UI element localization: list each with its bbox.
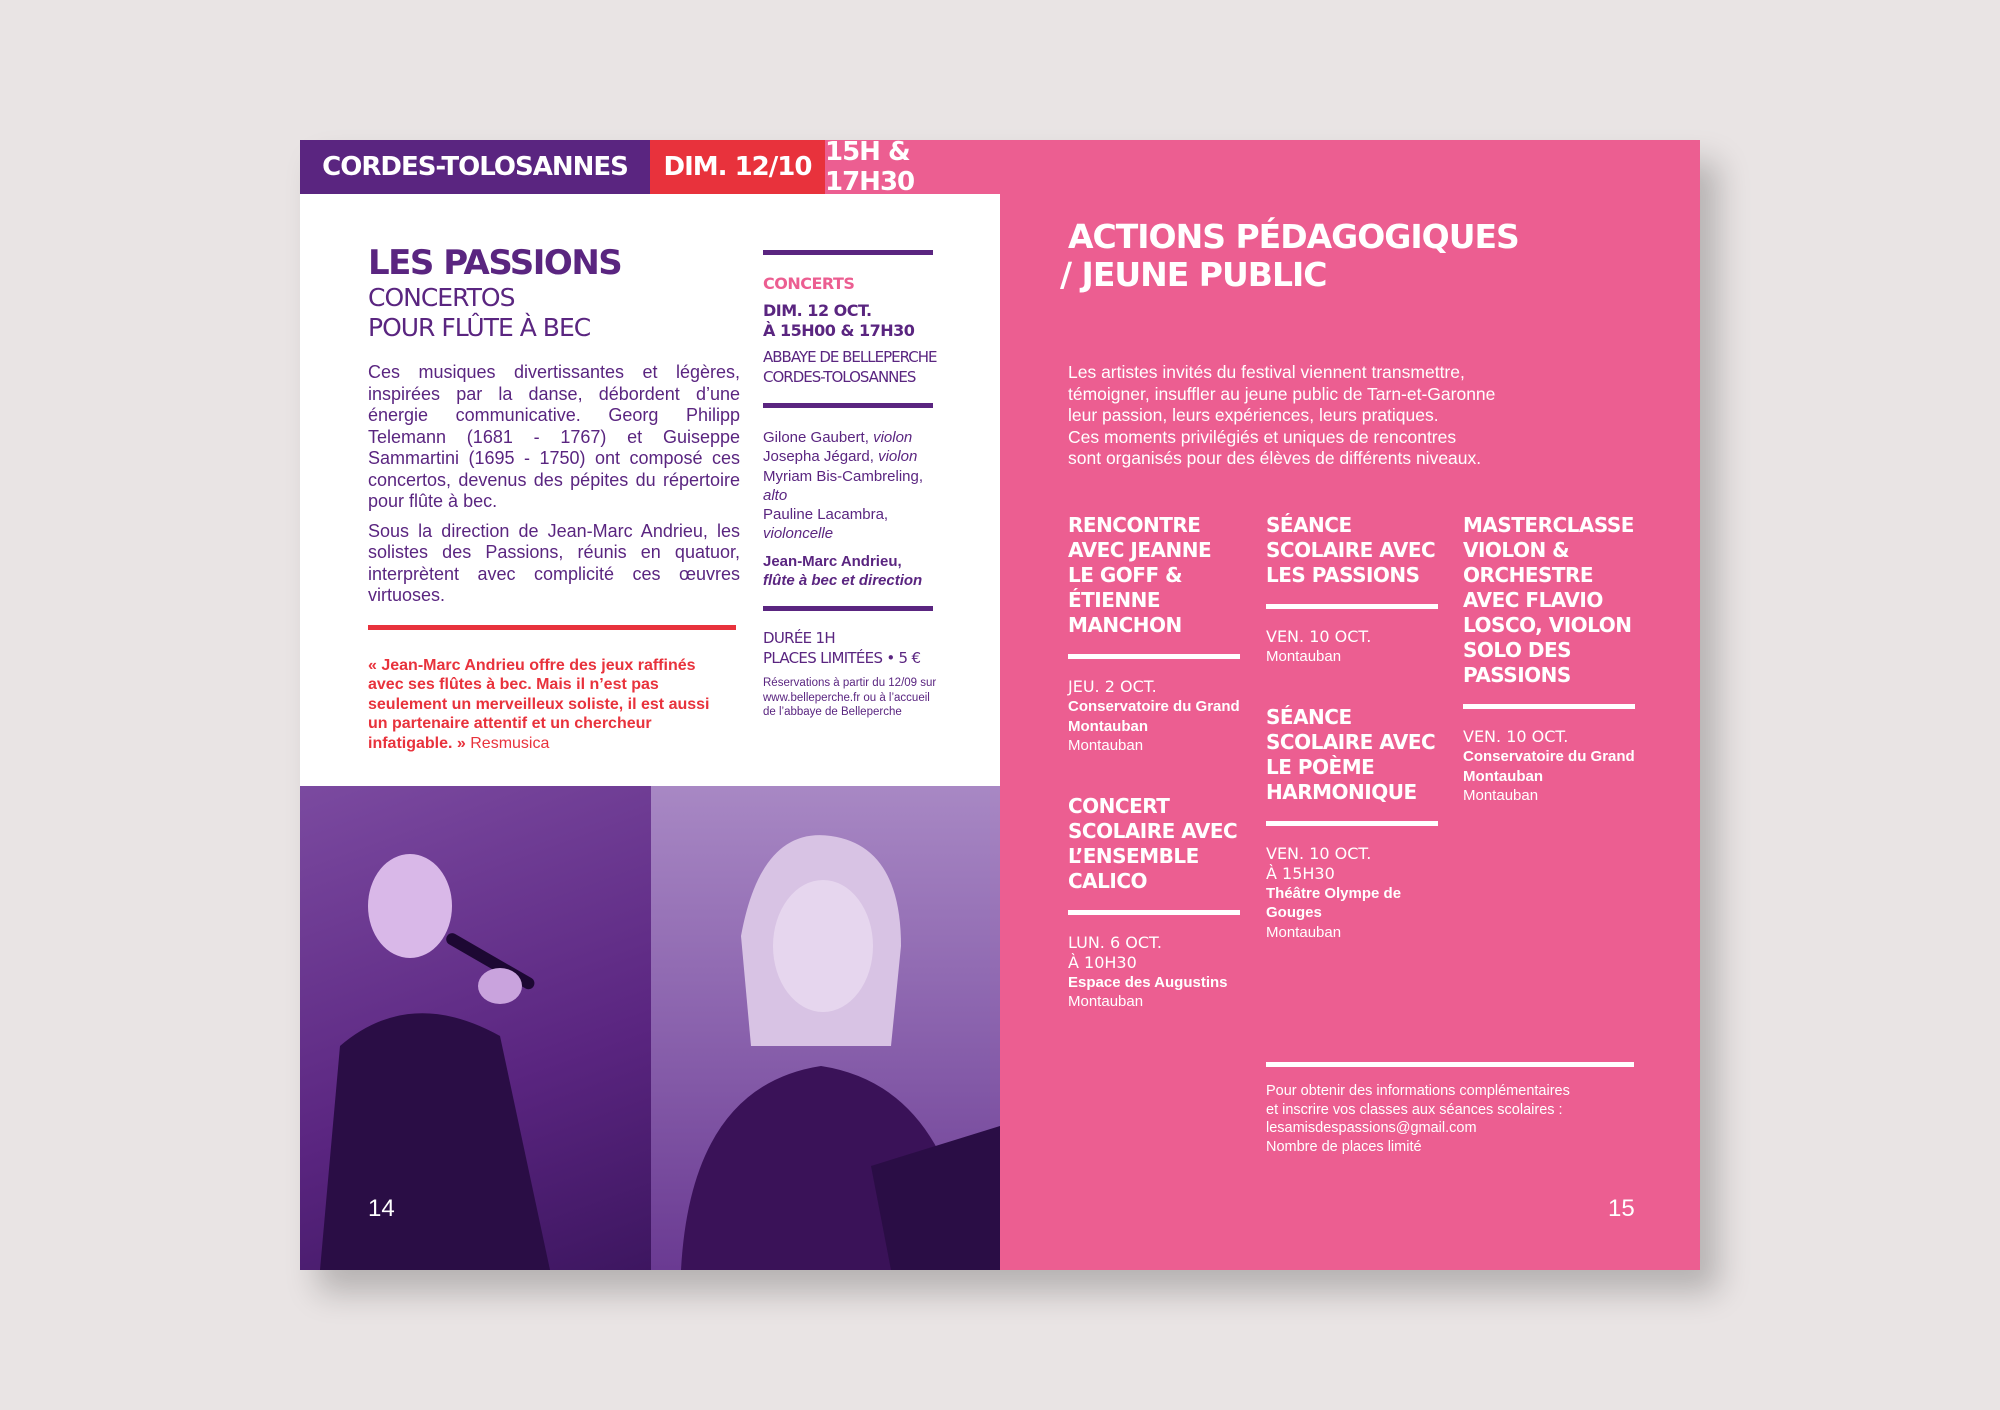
divider (1068, 910, 1240, 915)
event-card (1068, 513, 1240, 756)
quote-source: Resmusica (470, 734, 550, 752)
intro-text: Les artistes invités du festival viennent transmettre, témoigner, insuffler au jeune public de Tarn-et-Garonne leur passion, leurs expériences, leurs pratiques. Ces moments privilégiés et uniques de rencontres sont organisés pour des élèves de différents niveaux. (1068, 362, 1496, 468)
info-column (763, 250, 938, 720)
reservation-info: Réservations à partir du 12/09 sur www.belleperche.fr ou à l’accueil de l’abbaye de Belleperche (763, 677, 937, 719)
event-card-venue: Conservatoire du Grand Montauban (1068, 698, 1240, 735)
photo-violinist (651, 786, 1000, 1270)
event-card-date: JEU. 2 OCT. (1068, 677, 1157, 696)
event-card-venue: Espace des Augustins (1068, 973, 1228, 991)
event-card-city: Montauban (1266, 923, 1342, 941)
musician: Myriam Bis-Cambreling, alto (763, 467, 924, 504)
header-date: DIM. 12/10 (650, 140, 825, 194)
divider (368, 625, 736, 630)
events-column-3 (1463, 513, 1635, 844)
divider (763, 606, 933, 611)
contact-info: Pour obtenir des informations complémentaires et inscrire vos classes aux séances scolaires : lesamisdespassions@gmail.com Nombre de places limité (1266, 1083, 1570, 1155)
practical-info (763, 628, 938, 668)
duration: DURÉE 1H (763, 629, 835, 648)
event-card-date: VEN. 10 OCT. (1266, 843, 1372, 863)
event-subtitle (368, 283, 590, 343)
divider (1266, 604, 1438, 609)
event-card-title: RENCONTRE AVEC JEANNE LE GOFF & ÉTIENNE MANCHON (1068, 513, 1212, 637)
event-card-venue: Conservatoire du Grand Montauban (1463, 748, 1635, 785)
event-card-time: À 10H30 (1068, 952, 1137, 972)
event-card-title: CONCERT SCOLAIRE AVEC L’ENSEMBLE CALICO (1068, 793, 1238, 893)
press-quote (368, 656, 718, 754)
brochure-spread (300, 137, 1700, 1270)
header-times: 15H & 17H30 (825, 140, 1000, 194)
event-card-city: Montauban (1266, 648, 1342, 665)
event-card-date: LUN. 6 OCT. (1068, 932, 1162, 952)
info-block (763, 274, 938, 387)
info-town: CORDES-TOLOSANNES (763, 368, 916, 386)
event-card-date: VEN. 10 OCT. (1463, 727, 1569, 746)
info-time: À 15H00 & 17H30 (763, 321, 915, 340)
events-column-2 (1266, 513, 1438, 980)
divider (763, 403, 933, 408)
event-card-city: Montauban (1463, 787, 1539, 804)
description-2: Sous la direction de Jean-Marc Andrieu, les solistes des Passions, réunis en quatuor, interprètent avec complicité ces œuvres virtuoses. (368, 520, 740, 605)
info-venue: ABBAYE DE BELLEPERCHE (763, 348, 937, 366)
page-15 (1000, 140, 1700, 1270)
musician: Gilone Gaubert, violon (763, 429, 913, 446)
section-title (1060, 217, 1519, 294)
photo-flutist (300, 786, 651, 1270)
event-card-title: MASTERCLASSE VIOLON & ORCHESTRE AVEC FLAVIO LOSCO, VIOLON SOLO DES PASSIONS (1463, 513, 1634, 687)
event-card-title: SÉANCE SCOLAIRE AVEC LES PASSIONS (1266, 513, 1436, 587)
divider (1266, 821, 1438, 826)
event-card (1068, 794, 1240, 1012)
subtitle-line-1: CONCERTOS (368, 283, 515, 312)
event-card-title: SÉANCE SCOLAIRE AVEC LE POÈME HARMONIQUE (1266, 704, 1436, 804)
event-card-city: Montauban (1068, 993, 1144, 1010)
event-card-date: VEN. 10 OCT. (1266, 627, 1372, 646)
musicians-list (763, 428, 938, 590)
event-card (1266, 513, 1438, 667)
subtitle-line-2: POUR FLÛTE À BEC (368, 313, 591, 342)
contact-email[interactable]: lesamisdespassions@gmail.com (1266, 1120, 1477, 1136)
event-card (1463, 513, 1635, 806)
divider (763, 250, 933, 255)
category: CONCERTS (763, 274, 855, 293)
quote-text: « Jean-Marc Andrieu offre des jeux raffinés avec ses flûtes à bec. Mais il n’est pas seulement un merveilleux soliste, il est aussi un partenaire attentif et un chercheur infatigable. » (368, 656, 710, 752)
director: Jean-Marc Andrieu, flûte à bec et direction (763, 552, 923, 590)
description-column (368, 362, 740, 753)
event-card (1266, 705, 1438, 943)
title-line-1: ACTIONS PÉDAGOGIQUES (1068, 217, 1519, 256)
page-number: 14 (368, 1195, 395, 1222)
places-price: PLACES LIMITÉES • 5 € (763, 649, 921, 668)
description-1: Ces musiques divertissantes et légères, inspirées par la danse, débordent d’une énergie communicative. Georg Philipp Telemann (1681 - 1767) et Guiseppe Sammartini (1695 - 1750) ont composé ces concertos, devenus des pépites du répertoire pour flûte à bec. (368, 362, 740, 511)
header-location: CORDES-TOLOSANNES (300, 140, 650, 194)
divider (1068, 654, 1240, 659)
info-date: DIM. 12 OCT. (763, 301, 872, 320)
events-column-1 (1068, 513, 1240, 1050)
musician: Pauline Lacambra, violoncelle (763, 506, 889, 543)
violinist-illustration (651, 786, 1000, 1270)
title-line-2: / JEUNE PUBLIC (1060, 255, 1327, 294)
divider (1266, 1062, 1634, 1067)
musician: Josepha Jégard, violon (763, 448, 918, 466)
event-card-venue: Théâtre Olympe de Gouges (1266, 884, 1402, 921)
divider (1463, 704, 1635, 709)
event-card-city: Montauban (1068, 737, 1144, 754)
page-number: 15 (1608, 1195, 1635, 1222)
event-card-time: À 15H30 (1266, 863, 1335, 883)
flutist-illustration (300, 786, 651, 1270)
event-title: LES PASSIONS (368, 243, 622, 283)
page-14 (300, 137, 1000, 1270)
